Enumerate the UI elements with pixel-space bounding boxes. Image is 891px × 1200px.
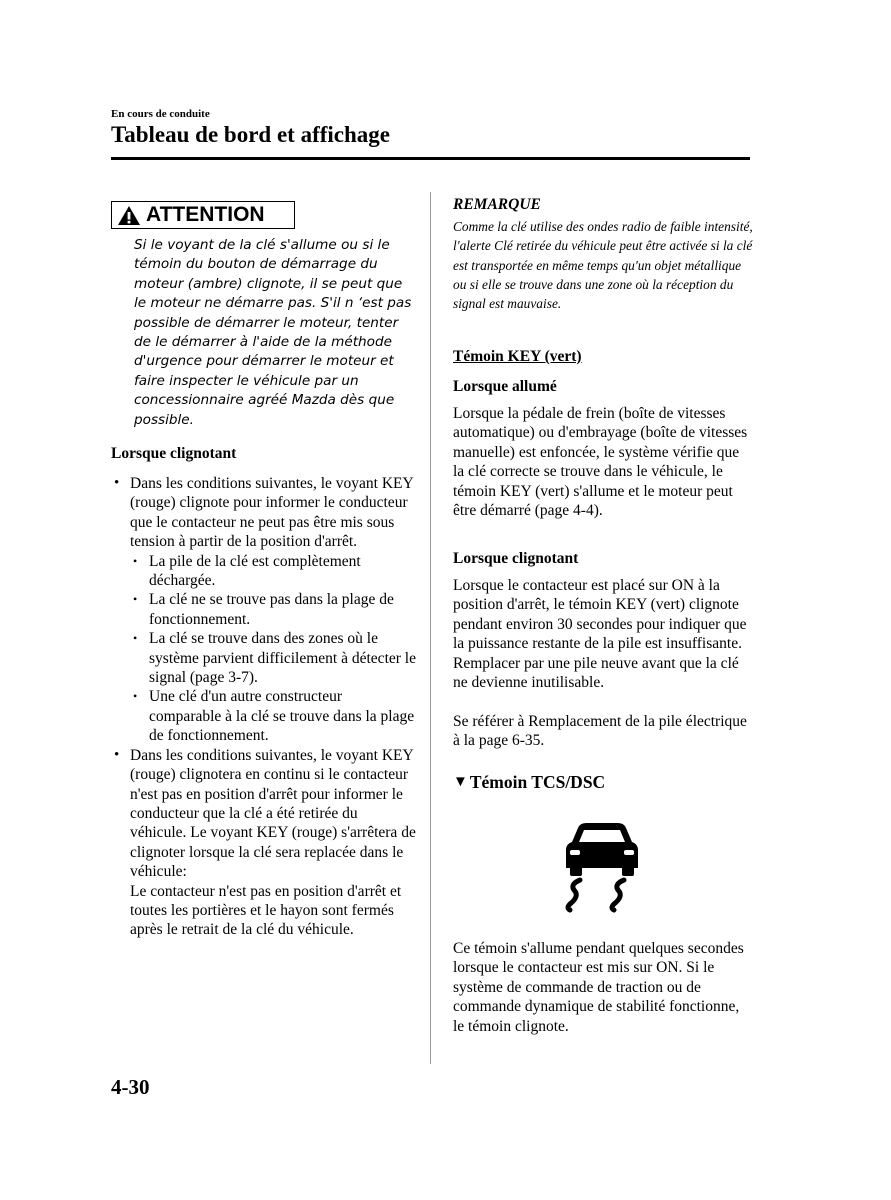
page-title: Tableau de bord et affichage bbox=[111, 122, 390, 147]
attention-box bbox=[111, 201, 295, 229]
tcs-title: Témoin TCS/DSC bbox=[469, 772, 606, 792]
remarque-text: Comme la clé utilise des ondes radio de faible intensité, l'alerte Clé retirée du véhicule peut être activée si la clé est transportée en même temps qu'un objet métallique ou si elle se trouve dans une zone où la réception du signal est mauvaise. bbox=[453, 219, 753, 312]
traction-control-icon bbox=[562, 822, 642, 914]
remarque-heading: REMARQUE bbox=[453, 196, 541, 213]
page-number: 4-30 bbox=[111, 1075, 150, 1099]
lit-text: Lorsque la pédale de frein (boîte de vitesses automatique) ou d'embrayage (boîte de vitesses manuelle) est enfoncée, le système vérifie que la clé correcte se trouve dans le véhicule, le témoin KEY (vert) s'allume et le moteur peut être démarré (page 4-4). bbox=[453, 405, 748, 520]
section-label: En cours de conduite bbox=[111, 108, 210, 120]
sub-list-item: • Une clé d'un autre constructeur comparable à la clé se trouve dans la plage de fonctionnement. bbox=[130, 687, 416, 745]
warning-icon bbox=[117, 205, 141, 226]
lit-heading: Lorsque allumé bbox=[453, 378, 557, 395]
bullet-text: Dans les conditions suivantes, le voyant KEY (rouge) clignotera en continu si le contacteur n'est pas en position d'arrêt pour informer le conducteur que la clé a été retirée du véhicule. Le voyant KEY (rouge) s'arrêtera de clignoter lorsque la clé sera replacée dans le véhicule: bbox=[130, 746, 416, 881]
bullet-continuation: Le contacteur n'est pas en position d'arrêt et toutes les portières et le hayon sont fermés après le retrait de la clé du véhicule. bbox=[130, 882, 402, 939]
title-rule bbox=[111, 157, 750, 160]
attention-title: ATTENTION bbox=[146, 203, 265, 226]
flash-heading: Lorsque clignotant bbox=[453, 550, 579, 567]
bullet-list bbox=[111, 474, 416, 940]
flash-text: Lorsque le contacteur est placé sur ON à la position d'arrêt, le témoin KEY (vert) clignote pendant environ 30 secondes pour indiquer que la puissance restante de la pile est insuffisante. Remplacer par une pile neuve avant que la clé ne devienne inutilisable. bbox=[453, 577, 747, 692]
attention-text: Si le voyant de la clé s'allume ou si le témoin du bouton de démarrage du moteur (ambre) clignote, il se peut que le moteur ne démarre pas. S'il n ‘est pas possible de démarrer le moteur, tenter de le démarrer à l'aide de la méthode d'urgence pour démarrer le moteur et faire inspecter le véhicule par un concessionnaire agréé Mazda dès que possible. bbox=[134, 237, 412, 428]
sub-list-item: • La clé ne se trouve pas dans la plage de fonctionnement. bbox=[130, 590, 416, 629]
tcs-heading bbox=[453, 772, 605, 793]
bullet-text: Dans les conditions suivantes, le voyant KEY (rouge) clignote pour informer le conducteur que le contacteur ne peut pas être mis sous tension à partir de la position d'arrêt. bbox=[130, 475, 414, 551]
flash-reference: Se référer à Remplacement de la pile électrique à la page 6-35. bbox=[453, 713, 747, 750]
tcs-text: Ce témoin s'allume pendant quelques secondes lorsque le contacteur est mis sur ON. Si le système de commande de traction ou de commande dynamique de stabilité fonctionne, le témoin clignote. bbox=[453, 940, 744, 1035]
key-green-title: Témoin KEY (vert) bbox=[453, 348, 582, 365]
sub-list-item: • La clé se trouve dans des zones où le système parvient difficilement à détecter le signal (page 3-7). bbox=[130, 629, 416, 687]
sub-list bbox=[130, 552, 416, 746]
triangle-down-icon: ▼ bbox=[453, 774, 468, 790]
left-heading: Lorsque clignotant bbox=[111, 445, 237, 462]
list-item bbox=[111, 746, 416, 940]
list-item bbox=[111, 474, 416, 746]
sub-list-item: • La pile de la clé est complètement déchargée. bbox=[130, 552, 416, 591]
column-divider bbox=[430, 192, 431, 1064]
